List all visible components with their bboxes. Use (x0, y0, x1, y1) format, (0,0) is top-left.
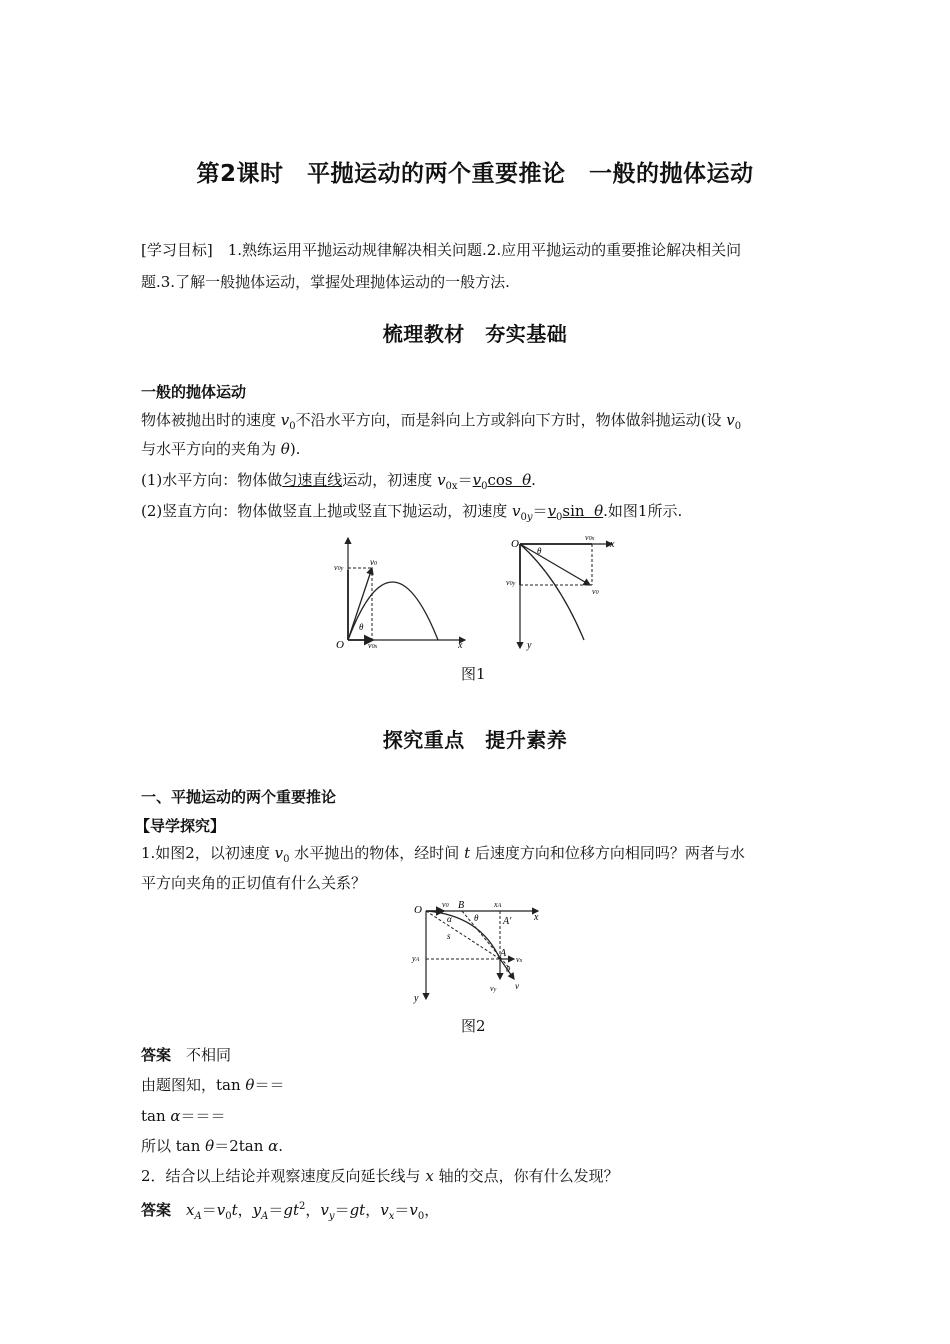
fig1-left-theta-label: θ (359, 622, 364, 632)
fig2-theta2-label: θ (506, 965, 510, 974)
fig1-left-v0-label: v0 (370, 557, 377, 567)
figure-2-caption: 图2 (461, 1017, 486, 1035)
figure-1 (330, 530, 620, 655)
fig2-v0-label: v0 (442, 900, 449, 909)
fig2-yA-label: yA (412, 954, 420, 963)
fig2-B-label: B (458, 900, 465, 911)
fig2-x-label: x (534, 912, 539, 923)
page-title: 第2课时 平抛运动的两个重要推论 一般的抛体运动 (196, 161, 754, 187)
fig2-origin-label: O (414, 904, 422, 916)
section-heading-basics: 梳理教材 夯实基础 (382, 322, 568, 346)
fig1-right-x-label: x (610, 539, 615, 550)
general-text-line1: 物体被抛出时的速度 $v_0$不沿水平方向，而是斜向上方或斜向下方时，物体做斜抛运动(设 $v_0$ (141, 411, 742, 432)
fig1-left-x-label: x (458, 640, 463, 651)
fig2-xA-label: xA (494, 900, 502, 909)
learning-objectives-line1: [学习目标] 1.熟练运用平抛运动规律解决相关问题.2.应用平抛运动的重要推论解决相关问 (141, 241, 742, 259)
question1-line1: 1.如图2，以初速度 $v_0$ 水平抛出的物体，经时间 t 后速度方向和位移方向相同吗？两者与水 (141, 844, 745, 865)
fig1-left-v0x-label: v0x (368, 641, 378, 650)
answer1-line3: tan α＝＝＝ (141, 1107, 226, 1125)
answer1-line2: 由题图知，tan θ＝＝ (141, 1076, 285, 1094)
fig2-Aprime-label: A′ (503, 916, 512, 927)
fig1-right-theta-label: θ (537, 546, 542, 556)
part1-heading: 一、平抛运动的两个重要推论 (141, 788, 337, 806)
fig2-v-label: v (515, 981, 519, 991)
blank-uniform-linear: 匀速直线 (282, 471, 343, 489)
fig1-right-trajectory (520, 544, 584, 640)
fig1-left-origin-label: O (336, 639, 344, 651)
fig1-right-v0y-label: v0y (506, 578, 516, 587)
fig2-theta-label: θ (474, 913, 479, 923)
question2: 2．结合以上结论并观察速度反向延长线与 x 轴的交点，你有什么发现？ (141, 1167, 619, 1185)
fig2-A-label: A (500, 948, 507, 959)
guide-explore-label: 【导学探究】 (135, 817, 226, 835)
fig2-displacement-s (426, 911, 500, 959)
fig2-vx-label: vx (516, 955, 523, 964)
learning-objectives-line2: 题.3.了解一般抛体运动，掌握处理抛体运动的一般方法. (141, 273, 510, 291)
question1-line2: 平方向夹角的正切值有什么关系？ (141, 874, 367, 892)
fig1-right-v0x-label: v0x (585, 533, 595, 542)
fig1-right-v0-label: v0 (592, 587, 599, 596)
general-projectile-heading: 一般的抛体运动 (141, 383, 247, 401)
figure-2 (410, 893, 550, 1005)
fig1-right-origin-label: O (511, 538, 519, 550)
answer1-line4: 所以 tan θ＝2tan α. (141, 1137, 284, 1155)
fig2-s-label: s (447, 931, 451, 941)
blank-v0x-value: $v_0\cos$ θ (472, 471, 532, 492)
general-text-line2: 与水平方向的夹角为 θ). (141, 440, 301, 458)
fig1-right-y-label: y (527, 640, 532, 651)
blank-v0y-value: $v_0\sin$ θ (547, 502, 604, 523)
fig2-y-label: y (414, 993, 419, 1004)
section-heading-explore: 探究重点 提升素养 (382, 728, 568, 752)
fig2-vy-label: vy (490, 984, 497, 993)
answer1-line1: 答案 不相同 (141, 1046, 232, 1064)
fig2-trajectory (426, 911, 500, 959)
fig1-right-v0-vector (520, 544, 590, 585)
horizontal-direction-line: (1)水平方向：物体做匀速直线运动，初速度 $v_{0x}=v_0\cos$ θ. (141, 471, 536, 492)
answer2-line1: 答案 $x_A=v_0t$，$y_A=gt^2$，$v_y=gt$，$v_x=v_0$， (141, 1201, 440, 1222)
figure-1-caption: 图1 (461, 665, 486, 683)
fig1-left-v0y-label: v0y (334, 563, 344, 572)
fig2-alpha-label: α (447, 914, 452, 924)
vertical-direction-line: (2)竖直方向：物体做竖直上抛或竖直下抛运动，初速度 $v_{0y}=v_0\sin$ θ.如图1所示. (141, 502, 683, 523)
